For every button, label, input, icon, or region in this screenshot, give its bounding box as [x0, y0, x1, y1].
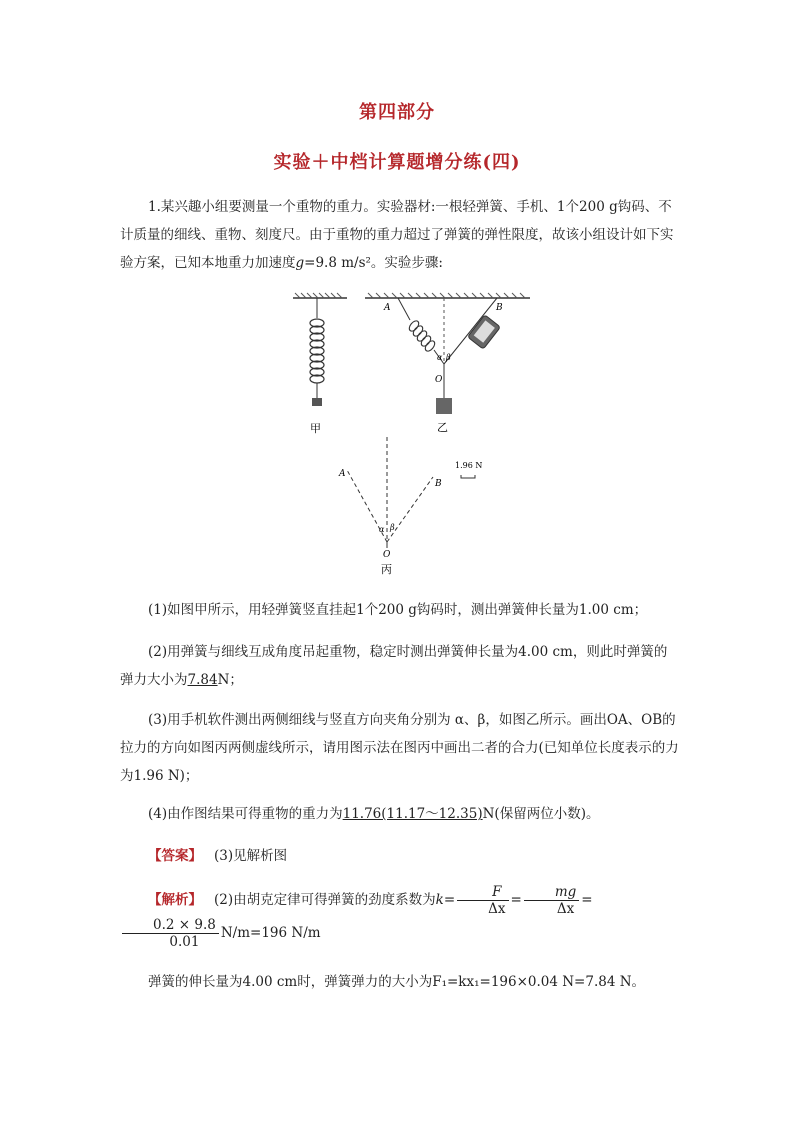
step-1: (1)如图甲所示，用轻弹簧竖直挂起1个200 g钩码时，测出弹簧伸长量为1.00 cm；: [148, 602, 648, 618]
analysis-tag: 【解析】: [148, 892, 202, 908]
step-4-answer: 11.76(11.17～12.35): [342, 806, 483, 822]
label-A-bing: A: [339, 469, 346, 479]
answer-block: [120, 842, 680, 870]
analysis-block: 【解析】 (2)由胡克定律可得弹簧的劲度系数为k= $\frac{F}{\Delta x}$ = $\frac{mg}{\Delta x}$ = $\frac{0.2 \times 9.8}{0.01}$ N/m=196 N/m: [120, 884, 680, 950]
scale-bar: [461, 475, 475, 478]
figure-jia-label: 甲: [310, 422, 321, 435]
fraction-mg-over-dx: $\frac{mg}{\Delta x}$: [524, 884, 579, 917]
step-4: (4)由作图结果可得重物的重力为11.76(11.17～12.35)N(保留两位小数)。: [148, 806, 600, 822]
fraction-values: $\frac{0.2 \times 9.8}{0.01}$: [122, 917, 219, 950]
label-B-yi: B: [496, 303, 503, 313]
figure-bing-label: 丙: [381, 563, 392, 576]
scale-label: 1.96 N: [455, 461, 483, 470]
answer-tag: 【答案】: [148, 848, 202, 864]
figure-yi: [360, 288, 535, 438]
part-title: 第四部分: [359, 102, 435, 123]
fraction-F-over-dx: $\frac{F}{\Delta x}$: [457, 884, 508, 917]
alpha-bing: α: [379, 525, 385, 534]
problem-intro: 1.某兴趣小组要测量一个重物的重力。实验器材:一根轻弹簧、手机、1个200 g钩码、不计质量的细线、重物、刻度尺。由于重物的重力超过了弹簧的弹性限度，故该小组设计如下实验方案，已知本地重力加速度g=9.8 m/s²。实验步骤:: [120, 199, 674, 271]
step-2: (2)用弹簧与细线互成角度吊起重物，稳定时测出弹簧伸长量为4.00 cm，则此时弹簧的弹力大小为7.84N；: [120, 644, 668, 688]
beta-bing: β: [390, 523, 395, 532]
figure-jia: [285, 290, 355, 440]
analysis-line-2: 弹簧的伸长量为4.00 cm时，弹簧弹力的大小为F₁=kx₁=196×0.04 N=7.84 N。: [148, 974, 646, 990]
section-title: 实验＋中档计算题增分练(四): [273, 152, 521, 173]
label-O-bing: O: [383, 550, 391, 560]
answer-text: (3)见解析图: [214, 848, 288, 864]
figure-bing: [325, 432, 505, 577]
step-3: (3)用手机软件测出两侧细线与竖直方向夹角分别为 α、β，如图乙所示。画出OA、OB的拉力的方向如图丙两侧虚线所示，请用图示法在图丙中画出二者的合力(已知单位长度表示的力为1.96 N)；: [120, 712, 679, 784]
label-O-yi: O: [435, 375, 443, 385]
label-A-yi: A: [384, 303, 391, 313]
figure-yi-label: 乙: [437, 421, 448, 434]
beta-yi: β: [446, 353, 451, 362]
alpha-yi: α: [437, 353, 443, 362]
step-2-answer: 7.84: [187, 672, 218, 688]
label-B-bing: B: [435, 479, 442, 489]
